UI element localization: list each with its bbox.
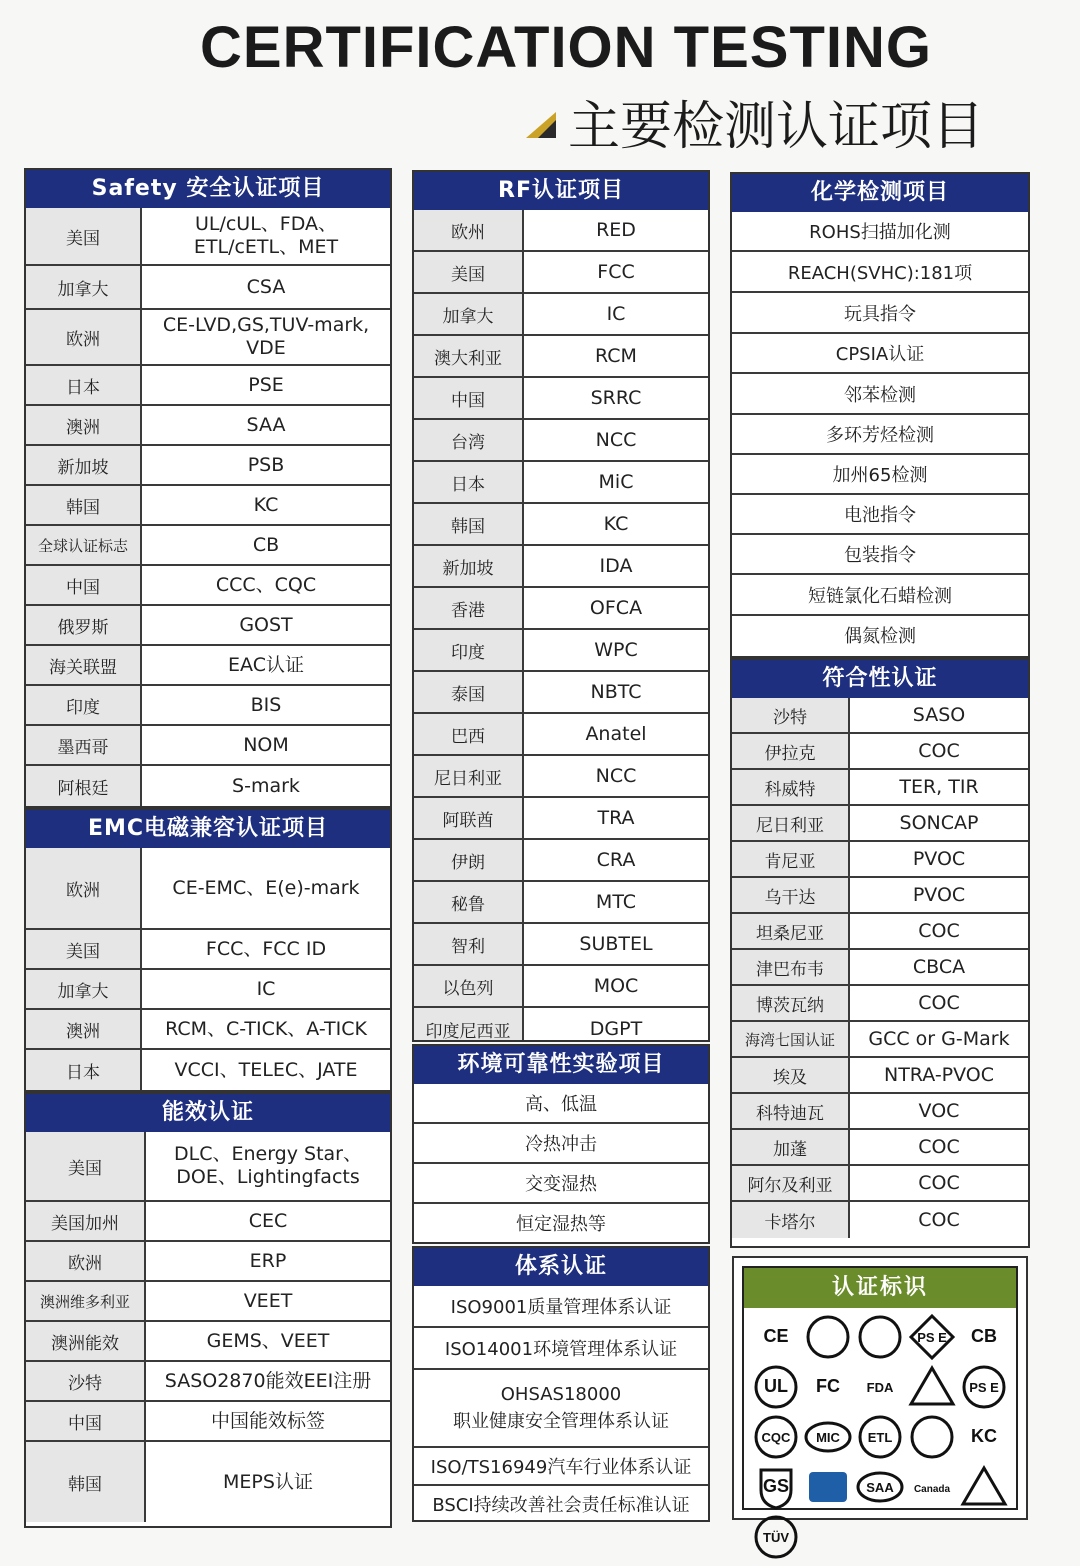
country-cell: 海湾七国认证: [732, 1022, 850, 1056]
cqc-mark-icon: [750, 1412, 802, 1462]
fcc-mark-icon: [802, 1362, 854, 1412]
certification-cell: SASO: [912, 703, 966, 726]
certification-cell: MTC: [595, 890, 637, 913]
chem-list: [732, 212, 1028, 654]
conform-panel: [730, 658, 1030, 1248]
table-row: [26, 1050, 390, 1090]
list-item: 恒定湿热等: [516, 1214, 606, 1235]
env-panel: [412, 1044, 710, 1244]
list-item: 偶氮检测: [844, 626, 916, 647]
country-cell: 中国: [414, 378, 524, 418]
country-cell: 阿尔及利亚: [732, 1166, 850, 1200]
certification-cell: COC: [918, 739, 960, 762]
country-cell: 乌干达: [732, 878, 850, 912]
table-row: [414, 630, 708, 672]
list-item: 邻苯检测: [732, 374, 1028, 415]
energy-table: [26, 1132, 390, 1522]
table-row: [414, 798, 708, 840]
list-item: 多环芳烃检测: [732, 415, 1028, 455]
table-row: [26, 970, 390, 1010]
table-row: [26, 266, 390, 310]
certification-cell: CE-LVD,GS,TUV-mark, VDE: [162, 314, 370, 359]
certification-cell: SAA: [246, 413, 286, 436]
country-cell: 澳洲能效: [26, 1322, 146, 1360]
svg-text:CQC: CQC: [761, 1430, 791, 1445]
list-item: 玩具指令: [732, 293, 1028, 334]
country-cell: 澳大利亚: [414, 336, 524, 376]
table-row: [26, 726, 390, 766]
certification-cell: CRA: [596, 848, 636, 871]
country-cell: 沙特: [26, 1362, 146, 1400]
table-row: [414, 714, 708, 756]
certification-cell: FCC: [597, 260, 635, 283]
certification-cell: COC: [918, 919, 960, 942]
certification-cell: NCC: [595, 428, 637, 451]
certification-cell: KC: [603, 512, 629, 535]
svg-text:CB: CB: [971, 1326, 997, 1346]
certification-cell: IC: [606, 302, 626, 325]
svg-text:Canada: Canada: [913, 1484, 951, 1495]
table-row: [732, 1094, 1028, 1130]
env-title: 环境可靠性实验项目: [414, 1046, 708, 1084]
page-subtitle: 主要检测认证项目: [568, 97, 985, 157]
certification-cell: GCC or G-Mark: [868, 1027, 1010, 1050]
system-panel: [412, 1246, 710, 1522]
country-cell: 日本: [414, 462, 524, 502]
country-cell: 阿联酋: [414, 798, 524, 838]
certification-cell: GOST: [239, 613, 293, 636]
table-row: [26, 446, 390, 486]
country-cell: 津巴布韦: [732, 950, 850, 984]
table-row: [414, 420, 708, 462]
country-cell: 泰国: [414, 672, 524, 712]
certification-cell: COC: [918, 1171, 960, 1194]
country-cell: 印度: [26, 686, 142, 724]
country-cell: 坦桑尼亚: [732, 914, 850, 948]
table-row: [732, 914, 1028, 950]
list-item: 加州65检测: [732, 455, 1028, 495]
table-row: [26, 766, 390, 806]
certification-cell: IDA: [599, 554, 633, 577]
table-row: [732, 842, 1028, 878]
certification-cell: NBTC: [590, 680, 642, 703]
svg-text:ETL: ETL: [867, 1430, 893, 1445]
certification-cell: NOM: [243, 733, 289, 756]
table-row: [26, 1282, 390, 1322]
table-row: [414, 882, 708, 924]
country-cell: 澳洲维多利亚: [26, 1282, 146, 1320]
table-row: [414, 756, 708, 798]
country-cell: 中国: [26, 566, 142, 604]
certification-cell: RCM、C-TICK、A-TICK: [165, 1017, 367, 1040]
table-row: [732, 1130, 1028, 1166]
country-cell: 埃及: [732, 1058, 850, 1092]
tuv-mark-icon: [750, 1512, 802, 1562]
conform-title: 符合性认证: [732, 660, 1028, 698]
table-row: [732, 950, 1028, 986]
kc-mark-icon: [958, 1412, 1010, 1462]
pse-round-icon: [958, 1362, 1010, 1412]
country-cell: 秘鲁: [414, 882, 524, 922]
table-row: [26, 1442, 390, 1522]
list-item: ISO/TS16949汽车行业体系认证: [414, 1448, 708, 1486]
country-cell: 台湾: [414, 420, 524, 460]
list-item: 包装指令: [732, 535, 1028, 575]
system-list: [414, 1286, 708, 1522]
certification-cell: CEC: [248, 1209, 288, 1232]
energy-panel: [24, 1092, 392, 1528]
ic-mark-icon: [906, 1412, 958, 1462]
table-row: [26, 848, 390, 930]
chem-title: 化学检测项目: [732, 174, 1028, 212]
certification-cell: COC: [918, 1135, 960, 1158]
table-row: [414, 1008, 708, 1042]
table-row: [414, 294, 708, 336]
country-cell: 科威特: [732, 770, 850, 804]
table-row: [414, 546, 708, 588]
emc-table: [26, 848, 390, 1090]
certification-cell: CSA: [246, 275, 286, 298]
safety-table: [26, 208, 390, 806]
table-row: [414, 924, 708, 966]
country-cell: 美国加州: [26, 1202, 146, 1240]
country-cell: 香港: [414, 588, 524, 628]
list-item: BSCI持续改善社会责任标准认证: [432, 1495, 690, 1516]
list-item: ISO14001环境管理体系认证: [414, 1328, 708, 1370]
country-cell: 日本: [26, 366, 142, 404]
ce-mark-icon: [750, 1312, 802, 1362]
table-row: [732, 1166, 1028, 1202]
certification-cell: PSE: [248, 373, 284, 396]
safety-panel: [24, 168, 392, 808]
emc-panel: [24, 808, 392, 1092]
pse-diamond-icon: [906, 1312, 958, 1362]
page-title: CERTIFICATION TESTING: [200, 15, 933, 80]
list-item: 短链氯化石蜡检测: [732, 575, 1028, 616]
list-item: ISO9001质量管理体系认证: [414, 1286, 708, 1328]
table-row: [26, 566, 390, 606]
gost-mark-icon: [802, 1312, 854, 1362]
certification-cell: KC: [253, 493, 279, 516]
country-cell: 俄罗斯: [26, 606, 142, 644]
rcm-mark-icon: [958, 1462, 1010, 1512]
table-row: [26, 1242, 390, 1282]
certification-cell: UL/cUL、FDA、 ETL/cETL、MET: [193, 213, 339, 258]
country-cell: 巴西: [414, 714, 524, 754]
certification-cell: BIS: [250, 693, 282, 716]
list-item: 电池指令: [732, 495, 1028, 535]
ul-mark-icon: [750, 1362, 802, 1412]
list-item: OHSAS18000 职业健康安全管理体系认证: [414, 1370, 708, 1448]
list-item: REACH(SVHC):181项: [732, 252, 1028, 293]
list-item: CPSIA认证: [732, 334, 1028, 374]
country-cell: 加拿大: [414, 294, 524, 334]
svg-text:FDA: FDA: [866, 1380, 894, 1395]
rf-table: [414, 210, 708, 1042]
table-row: [414, 378, 708, 420]
table-row: [414, 336, 708, 378]
energy-title: 能效认证: [26, 1094, 390, 1132]
canada-mark-icon: [906, 1462, 958, 1512]
svg-text:PS E: PS E: [969, 1380, 999, 1395]
certification-cell: FCC、FCC ID: [205, 937, 327, 960]
table-row: [732, 698, 1028, 734]
country-cell: 全球认证标志: [26, 526, 142, 564]
country-cell: 新加坡: [414, 546, 524, 586]
table-row: [414, 840, 708, 882]
conform-table: [732, 698, 1028, 1238]
table-row: [26, 686, 390, 726]
country-cell: 欧州: [414, 210, 524, 250]
country-cell: 智利: [414, 924, 524, 964]
certification-cell: SRRC: [590, 386, 642, 409]
country-cell: 中国: [26, 1402, 146, 1440]
certification-cell: VEET: [243, 1289, 293, 1312]
certification-cell: RED: [596, 218, 636, 241]
country-cell: 澳洲: [26, 1010, 142, 1048]
country-cell: 科特迪瓦: [732, 1094, 850, 1128]
certification-cell: NCC: [595, 764, 637, 787]
country-cell: 印度: [414, 630, 524, 670]
country-cell: 日本: [26, 1050, 142, 1090]
svg-text:MIC: MIC: [816, 1430, 840, 1445]
table-row: [414, 252, 708, 294]
certification-cell: PVOC: [912, 847, 966, 870]
table-row: [414, 210, 708, 252]
country-cell: 卡塔尔: [732, 1202, 850, 1238]
certification-cell: RCM: [595, 344, 637, 367]
table-row: [26, 1132, 390, 1202]
gs-mark-icon: [750, 1462, 802, 1512]
table-row: [732, 806, 1028, 842]
table-row: [26, 406, 390, 446]
table-row: [732, 1202, 1028, 1238]
country-cell: 美国: [414, 252, 524, 292]
table-row: [26, 646, 390, 686]
country-cell: 美国: [26, 1132, 146, 1200]
table-row: [414, 588, 708, 630]
certification-cell: CB: [252, 533, 280, 556]
certification-cell: SASO2870能效EEI注册: [164, 1369, 372, 1392]
table-row: [414, 462, 708, 504]
list-item: ROHS扫描加化测: [732, 212, 1028, 252]
country-cell: 沙特: [732, 698, 850, 732]
table-row: [26, 208, 390, 266]
certification-cell: VCCI、TELEC、JATE: [174, 1058, 358, 1081]
certification-cell: DGPT: [589, 1017, 643, 1040]
fda-mark-icon: [854, 1362, 906, 1412]
ccc-mark-icon: [854, 1312, 906, 1362]
certification-cell: TRA: [597, 806, 635, 829]
table-row: [414, 672, 708, 714]
certification-cell: S-mark: [232, 774, 300, 797]
certification-cell: NTRA-PVOC: [883, 1063, 995, 1086]
table-row: [26, 1402, 390, 1442]
emc-title: EMC电磁兼容认证项目: [26, 810, 390, 848]
certification-cell: CBCA: [912, 955, 966, 978]
country-cell: 阿根廷: [26, 766, 142, 806]
svg-text:PS E: PS E: [917, 1330, 947, 1345]
rf-panel: [412, 170, 710, 1042]
certification-cell: SUBTEL: [579, 932, 653, 955]
table-row: [26, 526, 390, 566]
country-cell: 尼日利亚: [414, 756, 524, 796]
certification-cell: 中国能效标签: [210, 1409, 325, 1432]
svg-text:CE: CE: [763, 1326, 789, 1346]
logo-frame: [742, 1266, 1018, 1545]
certification-cell: IC: [256, 977, 276, 1000]
logo-title: 认证标识: [744, 1268, 1016, 1308]
table-row: [732, 770, 1028, 806]
table-row: [26, 1322, 390, 1362]
list-item: 冷热冲击: [414, 1124, 708, 1164]
certification-cell: COC: [918, 991, 960, 1014]
table-row: [26, 930, 390, 970]
svg-text:FC: FC: [816, 1376, 840, 1396]
country-cell: 韩国: [26, 1442, 146, 1522]
certification-cell: SONCAP: [899, 811, 979, 834]
country-cell: 韩国: [26, 486, 142, 524]
table-row: [26, 1362, 390, 1402]
cb-mark-icon: [958, 1312, 1010, 1362]
country-cell: 伊拉克: [732, 734, 850, 768]
logo-panel: [732, 1256, 1028, 1545]
country-cell: 加拿大: [26, 266, 142, 308]
table-row: [26, 310, 390, 366]
saa-oval-icon: [854, 1462, 906, 1512]
triangle-accent-icon: [526, 112, 556, 138]
country-cell: 新加坡: [26, 446, 142, 484]
svg-text:TÜV: TÜV: [763, 1530, 789, 1545]
energy-star-icon: [802, 1462, 854, 1512]
mic-mark-icon: [802, 1412, 854, 1462]
table-row: [414, 504, 708, 546]
country-cell: 澳洲: [26, 406, 142, 444]
table-row: [732, 1058, 1028, 1094]
list-item: 交变湿热: [414, 1164, 708, 1204]
country-cell: 加蓬: [732, 1130, 850, 1164]
system-title: 体系认证: [414, 1248, 708, 1286]
certification-cell: VOC: [918, 1099, 960, 1122]
certification-cell: MOC: [593, 974, 639, 997]
table-row: [26, 606, 390, 646]
table-row: [26, 366, 390, 406]
certification-cell: PVOC: [912, 883, 966, 906]
chem-panel: [730, 172, 1030, 658]
country-cell: 海关联盟: [26, 646, 142, 684]
certification-cell: CE-EMC、E(e)-mark: [172, 876, 360, 899]
certification-cell: MEPS认证: [223, 1470, 313, 1493]
env-list: [414, 1084, 708, 1242]
certification-cell: GEMS、VEET: [206, 1329, 330, 1352]
certification-cell: WPC: [594, 638, 638, 661]
country-cell: 欧洲: [26, 310, 142, 364]
country-cell: 以色列: [414, 966, 524, 1006]
certification-cell: MiC: [598, 470, 634, 493]
table-row: [26, 486, 390, 526]
logo-grid: [744, 1308, 1016, 1566]
country-cell: 韩国: [414, 504, 524, 544]
svg-text:GS: GS: [762, 1476, 790, 1496]
country-cell: 欧洲: [26, 848, 142, 928]
table-row: [26, 1202, 390, 1242]
svg-text:KC: KC: [971, 1426, 997, 1446]
table-row: [26, 1010, 390, 1050]
table-row: [732, 878, 1028, 914]
certification-cell: OFCA: [589, 596, 643, 619]
certification-cell: TER, TIR: [899, 775, 979, 798]
certification-cell: CCC、CQC: [215, 573, 317, 596]
country-cell: 美国: [26, 930, 142, 968]
svg-text:UL: UL: [764, 1376, 788, 1396]
country-cell: 肯尼亚: [732, 842, 850, 876]
safety-title: Safety 安全认证项目: [26, 170, 390, 208]
country-cell: 加拿大: [26, 970, 142, 1008]
table-row: [414, 966, 708, 1008]
list-item: 高、低温: [414, 1084, 708, 1124]
country-cell: 墨西哥: [26, 726, 142, 764]
certification-cell: DLC、Energy Star、 DOE、Lightingfacts: [173, 1143, 362, 1188]
certification-cell: Anatel: [585, 722, 647, 745]
etl-mark-icon: [854, 1412, 906, 1462]
table-row: [732, 734, 1028, 770]
country-cell: 美国: [26, 208, 142, 264]
table-row: [732, 1022, 1028, 1058]
country-cell: 伊朗: [414, 840, 524, 880]
country-cell: 欧洲: [26, 1242, 146, 1280]
rf-title: RF认证项目: [414, 172, 708, 210]
svg-text:SAA: SAA: [866, 1480, 894, 1495]
country-cell: 博茨瓦纳: [732, 986, 850, 1020]
certification-cell: PSB: [247, 453, 285, 476]
certification-cell: COC: [918, 1208, 960, 1231]
saa-triangle-icon: [906, 1362, 958, 1412]
certification-cell: ERP: [249, 1249, 287, 1272]
table-row: [732, 986, 1028, 1022]
country-cell: 印度尼西亚: [414, 1008, 524, 1042]
country-cell: 尼日利亚: [732, 806, 850, 840]
certification-cell: EAC认证: [228, 653, 304, 676]
